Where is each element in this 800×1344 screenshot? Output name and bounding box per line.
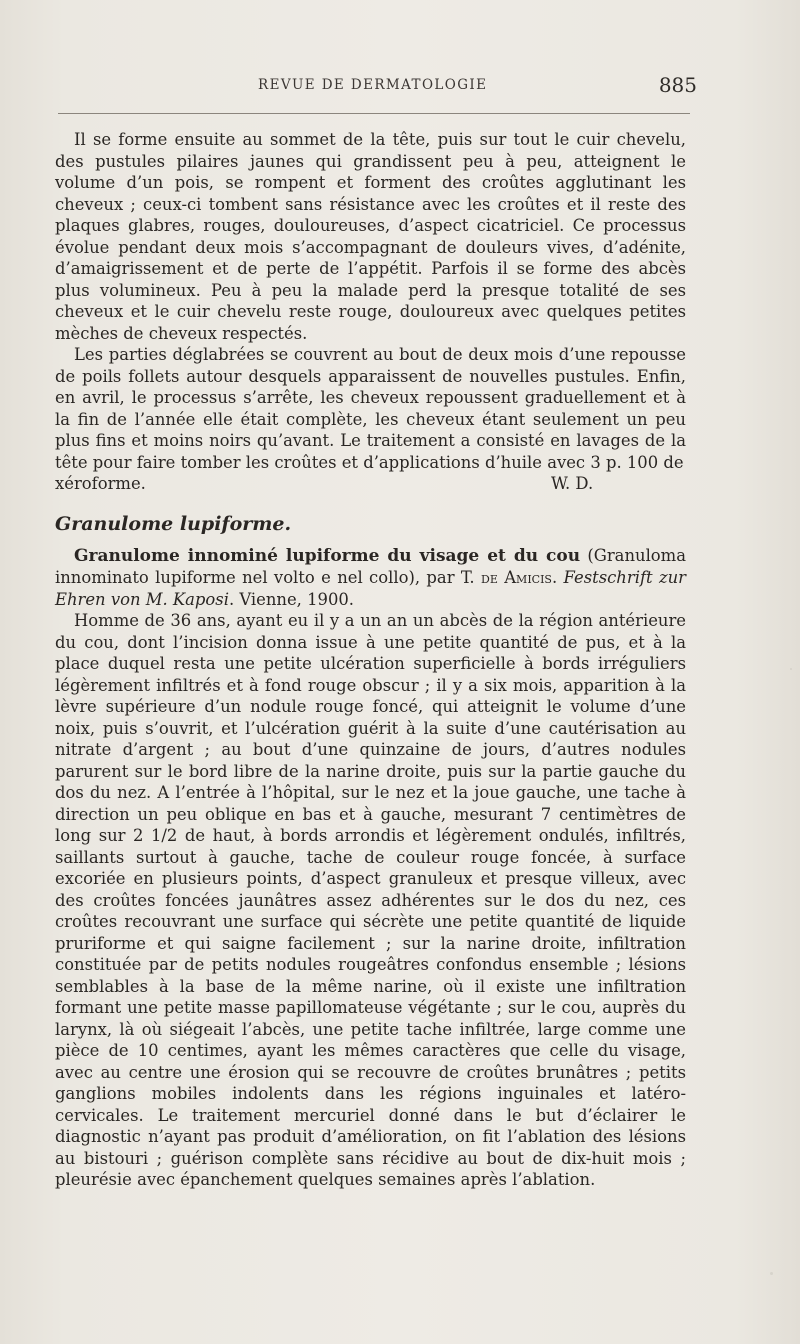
header-rule [58, 113, 690, 114]
signature-line [55, 473, 686, 495]
paper-speck [770, 1272, 773, 1275]
running-header [0, 73, 800, 101]
author-signature: W. D. [551, 474, 594, 493]
paragraph: Homme de 36 ans, ayant eu il y a un an un abcès de la région antérieure du cou, dont l’incision donna issue à une petite quantité de pus, et à la place duquel resta une petite ulcération superficielle à bords irréguliers légèrement infiltrés et à fond rouge obscur ; il y a six mois, apparition à la lèvre supérieure d’un nodule rouge foncé, qui atteignit le volume d’une noix, puis s’ouvrit, et l’ulcération guérit à la suite d’une cautérisation au nitrate d’argent ; au bout d’une quinzaine de jours, d’autres nodules parurent sur le bord libre de la narine droite, puis sur la partie gauche du dos du nez. A l’entrée à l’hôpital, sur le nez et la joue gauche, une tache à direction un peu oblique en bas et à gauche, mesurant 7 centimètres de long sur 2 1/2 de haut, à bords arrondis et légèrement ondulés, infiltrés, saillants surtout à gauche, tache de couleur rouge foncée, à surface excoriée en plusieurs points, d’aspect granuleux et presque villeux, avec des croûtes foncées jaunâtres assez adhérentes sur le dos du nez, ces croûtes recouvrant une surface qui sécrète une petite quantité de liquide pruriforme et qui saigne facilement ; sur la narine droite, infiltration constituée par de petits nodules rougeâtres confondus ensemble ; lésions semblables à la base de la même narine, où il existe une infiltration formant une petite masse papillomateuse végétante ; sur le cou, auprès du larynx, là où siégeait l’abcès, une petite tache infiltrée, large comme une pièce de 10 centimes, ayant les mêmes caractères que celle du visage, avec au centre une érosion qui se recouvre de croûtes brunâtres ; petits ganglions mobiles indolents dans les régions inguinales et latéro-cervicales. Le traitement mercuriel donné dans le but d’éclairer le diagnostic n’ayant pas produit d’amélioration, on fit l’ablation des lésions au bistouri ; guérison complète sans récidive au bout de dix-huit mois ; pleurésie avec épanchement quelques semaines après l’ablation. [55, 611, 686, 1189]
article-citation [55, 545, 686, 611]
paragraph: Les parties déglabrées se couvrent au bout de deux mois d’une repousse de poils follets autour desquels apparaissent de nouvelles pustules. Enfin, en avril, le processus s’arrête, les cheveux repoussent graduellement et à la fin de l’année elle était complète, les cheveux étant seulement un peu plus fins et moins noirs qu’avant. Le traitement a consisté en lavages de la tête pour faire tomber les croûtes et d’applications d’huile avec 3 p. 100 de [55, 345, 686, 472]
publication-title: Festschrift zur Ehren von M. Kaposi [55, 568, 686, 609]
section-heading: Granulome lupiforme. [55, 512, 292, 535]
citation-separator: . [551, 568, 564, 587]
author-name: de Amicis [481, 568, 552, 587]
citation-text: (Granuloma innominato lupiforme nel volto e nel collo), par T. [55, 545, 686, 587]
paragraph: Il se forme ensuite au sommet de la tête, puis sur tout le cuir chevelu, des pustules pilaires jaunes qui grandissent peu à peu, atteignent le volume d’un pois, se rompent et forment des croûtes agglutinant les cheveux ; ceux-ci tombent sans résistance avec les croûtes et il reste des plaques glabres, rouges, douloureuses, d’aspect cicatriciel. Ce processus évolue pendant deux mois s’accompagnant de douleurs vives, d’adénite, d’amaigrissement et de perte de l’appétit. Parfois il se forme des abcès plus volumineux. Peu à peu la malade perd la presque totalité de ses cheveux et le cuir chevelu reste rouge, douloureux avec quelques petites mèches de cheveux respectés. [55, 130, 686, 343]
citation-place-year: . Vienne, 1900. [228, 589, 355, 609]
article-title: Granulome innominé lupiforme du visage et du cou [74, 545, 581, 566]
journal-title: REVUE DE DERMATOLOGIE [258, 77, 488, 93]
page-number: 885 [658, 73, 697, 97]
paragraph-end: xéroforme. [55, 474, 146, 493]
paper-speck [790, 668, 792, 670]
article-body [55, 129, 686, 1191]
